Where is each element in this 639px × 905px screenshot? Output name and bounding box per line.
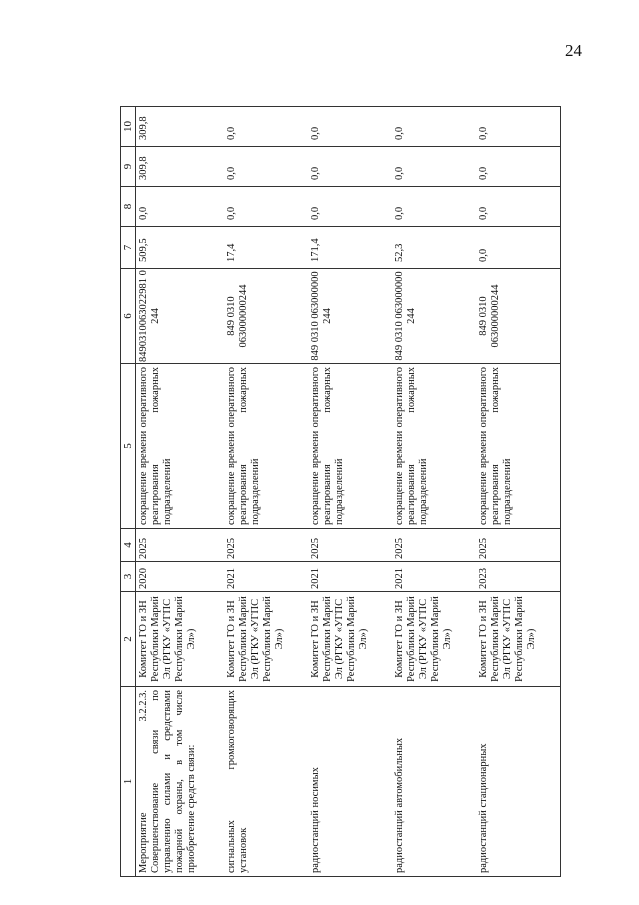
start-year-cell: 2020 <box>136 562 225 592</box>
amount-cell-10: 0,0 <box>224 107 308 147</box>
responsible-cell: Комитет ГО и ЗН Республики Марий Эл (РГКУ «УГПС Республики Марий Эл») <box>136 592 225 687</box>
measure-cell: сигнальных громкоговорящих установок <box>224 687 308 877</box>
amount-cell-10: 309,8 <box>136 107 225 147</box>
responsible-cell: Комитет ГО и ЗН Республики Марий Эл (РГКУ «УГПС Республики Марий Эл») <box>392 592 476 687</box>
kbk-cell: 849 0310 063000000 244 <box>392 269 476 364</box>
column-header-4: 4 <box>121 529 136 562</box>
result-cell: сокращение времени оперативного реагирования пожарных подразделений <box>476 364 561 529</box>
amount-cell-9: 0,0 <box>224 147 308 187</box>
amount-cell-7: 17,4 <box>224 227 308 269</box>
end-year-cell: 2025 <box>476 529 561 562</box>
end-year-cell: 2025 <box>136 529 225 562</box>
measure-cell: радиостанций носимых <box>308 687 392 877</box>
column-header-5: 5 <box>121 364 136 529</box>
amount-cell-9: 0,0 <box>392 147 476 187</box>
column-header-2: 2 <box>121 592 136 687</box>
kbk-cell: 849 0310 063000000244 <box>224 269 308 364</box>
amount-cell-7: 52,3 <box>392 227 476 269</box>
kbk-cell: 849 0310 063000000 244 <box>308 269 392 364</box>
amount-cell-10: 0,0 <box>476 107 561 147</box>
start-year-cell: 2021 <box>392 562 476 592</box>
column-header-8: 8 <box>121 187 136 227</box>
amount-cell-9: 309,8 <box>136 147 225 187</box>
kbk-cell: 849 0310 063000000244 <box>476 269 561 364</box>
table-row <box>476 107 561 877</box>
start-year-cell: 2021 <box>308 562 392 592</box>
amount-cell-10: 0,0 <box>308 107 392 147</box>
table-row <box>224 107 308 877</box>
result-cell: сокращение времени оперативного реагирования пожарных подразделений <box>392 364 476 529</box>
amount-cell-10: 0,0 <box>392 107 476 147</box>
header-row <box>121 107 136 877</box>
column-header-7: 7 <box>121 227 136 269</box>
result-cell: сокращение времени оперативного реагирования пожарных подразделений <box>224 364 308 529</box>
result-cell: сокращение времени оперативного реагирования пожарных подразделений <box>136 364 225 529</box>
table-row <box>308 107 392 877</box>
start-year-cell: 2021 <box>224 562 308 592</box>
end-year-cell: 2025 <box>224 529 308 562</box>
measure-cell: радиостанций автомобильных <box>392 687 476 877</box>
column-header-6: 6 <box>121 269 136 364</box>
amount-cell-7: 171,4 <box>308 227 392 269</box>
measure-cell: Мероприятие 3.2.2.3. Совершенствование связи по управлению силами и средствами пожарной охраны, в том числе приобретение средств связи: <box>136 687 225 877</box>
amount-cell-9: 0,0 <box>308 147 392 187</box>
result-cell: сокращение времени оперативного реагирования пожарных подразделений <box>308 364 392 529</box>
responsible-cell: Комитет ГО и ЗН Республики Марий Эл (РГКУ «УГПС Республики Марий Эл») <box>224 592 308 687</box>
kbk-cell: 8490310063022981 0 244 <box>136 269 225 364</box>
end-year-cell: 2025 <box>308 529 392 562</box>
program-measures-table <box>120 106 561 877</box>
amount-cell-8: 0,0 <box>136 187 225 227</box>
end-year-cell: 2025 <box>392 529 476 562</box>
measure-cell: радиостанций стационарных <box>476 687 561 877</box>
responsible-cell: Комитет ГО и ЗН Республики Марий Эл (РГКУ «УГПС Республики Марий Эл») <box>476 592 561 687</box>
amount-cell-7: 509,5 <box>136 227 225 269</box>
amount-cell-8: 0,0 <box>224 187 308 227</box>
column-header-9: 9 <box>121 147 136 187</box>
column-header-3: 3 <box>121 562 136 592</box>
column-header-1: 1 <box>121 687 136 877</box>
column-header-10: 10 <box>121 107 136 147</box>
table-row <box>136 107 225 877</box>
table-row <box>392 107 476 877</box>
start-year-cell: 2023 <box>476 562 561 592</box>
amount-cell-8: 0,0 <box>392 187 476 227</box>
amount-cell-8: 0,0 <box>308 187 392 227</box>
amount-cell-9: 0,0 <box>476 147 561 187</box>
amount-cell-7: 0,0 <box>476 227 561 269</box>
page-number: 24 <box>565 41 582 60</box>
responsible-cell: Комитет ГО и ЗН Республики Марий Эл (РГКУ «УГПС Республики Марий Эл») <box>308 592 392 687</box>
rotated-table-sheet <box>120 107 633 877</box>
amount-cell-8: 0,0 <box>476 187 561 227</box>
